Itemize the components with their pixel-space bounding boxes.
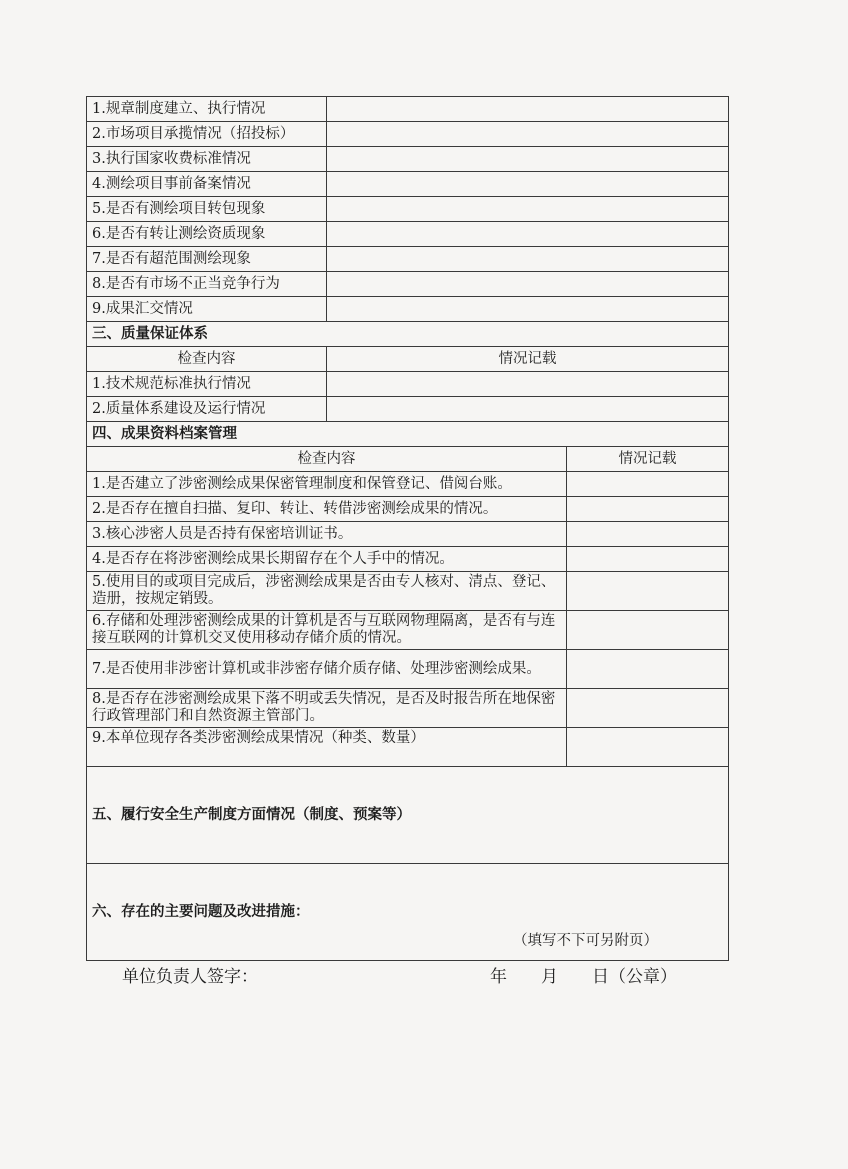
record-cell[interactable] — [327, 372, 729, 397]
item-cell: 4.测绘项目事前备案情况 — [87, 172, 327, 197]
item-cell: 5.使用目的或项目完成后，涉密测绘成果是否由专人核对、清点、登记、造册，按规定销毁。 — [87, 572, 567, 611]
item-cell: 7.是否使用非涉密计算机或非涉密存储介质存储、处理涉密测绘成果。 — [87, 650, 567, 689]
record-cell[interactable] — [327, 297, 729, 322]
item-cell: 8.是否有市场不正当竞争行为 — [87, 272, 327, 297]
record-cell[interactable] — [327, 247, 729, 272]
record-cell[interactable] — [327, 122, 729, 147]
section6-note: （填写不下可另附页） — [513, 933, 658, 950]
item-cell: 2.市场项目承揽情况（招投标） — [87, 122, 327, 147]
section6-title: 六、存在的主要问题及改进措施： — [92, 902, 310, 920]
item-cell: 9.成果汇交情况 — [87, 297, 327, 322]
record-cell[interactable] — [327, 172, 729, 197]
record-cell[interactable] — [567, 522, 729, 547]
item-cell: 6.存储和处理涉密测绘成果的计算机是否与互联网物理隔离，是否有与连接互联网的计算机交叉使用移动存储介质的情况。 — [87, 611, 567, 650]
item-cell: 2.是否存在擅自扫描、复印、转让、转借涉密测绘成果的情况。 — [87, 497, 567, 522]
section4-col-record: 情况记载 — [567, 447, 729, 472]
section3-col-record: 情况记载 — [327, 347, 729, 372]
item-cell: 1.规章制度建立、执行情况 — [87, 97, 327, 122]
record-cell[interactable] — [567, 472, 729, 497]
section3-title: 三、质量保证体系 — [87, 322, 729, 347]
section5-box[interactable] — [87, 767, 729, 864]
item-cell: 1.是否建立了涉密测绘成果保密管理制度和保管登记、借阅台账。 — [87, 472, 567, 497]
record-cell[interactable] — [567, 689, 729, 728]
item-cell: 3.执行国家收费标准情况 — [87, 147, 327, 172]
record-cell[interactable] — [567, 728, 729, 767]
record-cell[interactable] — [567, 650, 729, 689]
record-cell[interactable] — [327, 97, 729, 122]
record-cell[interactable] — [327, 197, 729, 222]
section4-col-content: 检查内容 — [87, 447, 567, 472]
section5-title: 五、履行安全生产制度方面情况（制度、预案等） — [92, 805, 411, 823]
record-cell[interactable] — [567, 572, 729, 611]
item-cell: 7.是否有超范围测绘现象 — [87, 247, 327, 272]
signature-date: 年 月 日（公章） — [490, 967, 677, 987]
item-cell: 8.是否存在涉密测绘成果下落不明或丢失情况，是否及时报告所在地保密行政管理部门和自然资源主管部门。 — [87, 689, 567, 728]
record-cell[interactable] — [327, 222, 729, 247]
section4-title: 四、成果资料档案管理 — [87, 422, 729, 447]
inspection-form-table — [86, 96, 729, 961]
item-cell: 6.是否有转让测绘资质现象 — [87, 222, 327, 247]
record-cell[interactable] — [327, 272, 729, 297]
record-cell[interactable] — [327, 147, 729, 172]
item-cell: 4.是否存在将涉密测绘成果长期留存在个人手中的情况。 — [87, 547, 567, 572]
item-cell: 1.技术规范标准执行情况 — [87, 372, 327, 397]
record-cell[interactable] — [327, 397, 729, 422]
item-cell: 2.质量体系建设及运行情况 — [87, 397, 327, 422]
item-cell: 3.核心涉密人员是否持有保密培训证书。 — [87, 522, 567, 547]
item-cell: 9.本单位现存各类涉密测绘成果情况（种类、数量） — [87, 728, 567, 767]
record-cell[interactable] — [567, 497, 729, 522]
section3-col-content: 检查内容 — [87, 347, 327, 372]
record-cell[interactable] — [567, 611, 729, 650]
item-cell: 5.是否有测绘项目转包现象 — [87, 197, 327, 222]
record-cell[interactable] — [567, 547, 729, 572]
signature-label: 单位负责人签字： — [122, 967, 258, 987]
section6-box[interactable] — [87, 864, 729, 961]
